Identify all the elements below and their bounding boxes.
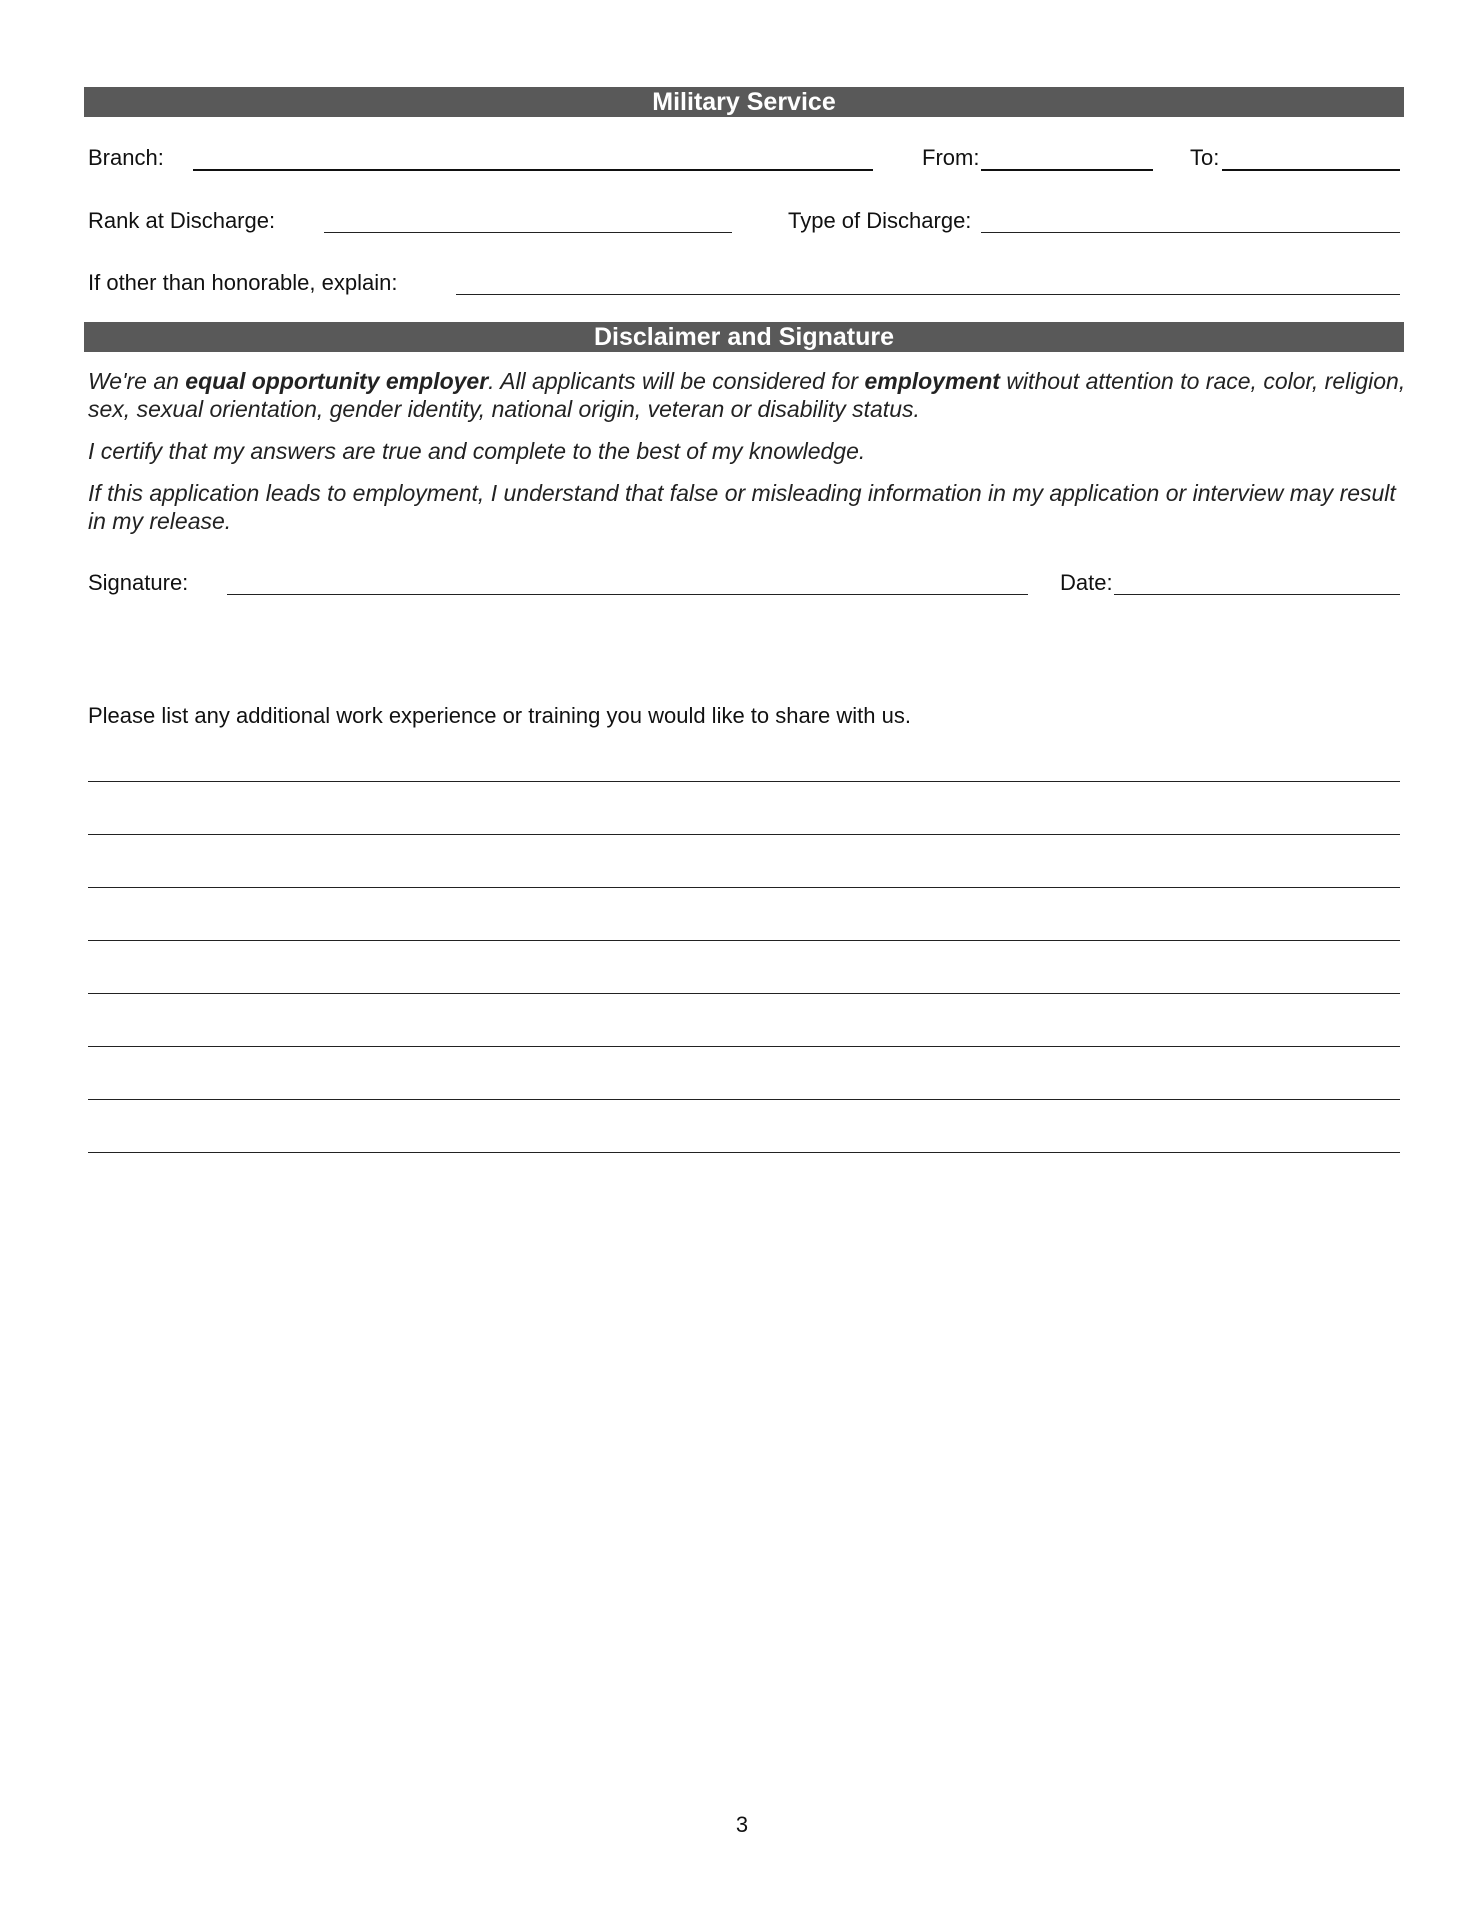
release-statement: If this application leads to employment, I understand that false or misleading information in my application or interview may result in my release. <box>88 480 1396 534</box>
certification-statement: I certify that my answers are true and complete to the best of my knowledge. <box>88 438 866 464</box>
explain-field[interactable] <box>456 294 1400 295</box>
additional-experience-line[interactable] <box>88 1152 1400 1153</box>
from-label: From: <box>922 145 980 170</box>
page-number: 3 <box>735 1812 749 1837</box>
signature-label: Signature: <box>88 570 189 595</box>
military-service-header: Military Service <box>84 87 1404 117</box>
signature-field[interactable] <box>227 594 1028 595</box>
additional-experience-line[interactable] <box>88 940 1400 941</box>
equal-opportunity-employer-emphasis: equal opportunity employer <box>185 368 489 394</box>
additional-experience-line[interactable] <box>88 1099 1400 1100</box>
employment-emphasis: employment <box>864 368 1000 394</box>
equal-opportunity-statement: We're an equal opportunity employer. All applicants will be considered for employment without attention to race, color, religion, sex, sexual orientation, gender identity, national origin, veteran or disability status. <box>88 368 1406 422</box>
additional-experience-line[interactable] <box>88 834 1400 835</box>
date-label: Date: <box>1060 570 1113 595</box>
type-of-discharge-field[interactable] <box>981 232 1400 233</box>
branch-field[interactable] <box>193 169 873 171</box>
additional-experience-line[interactable] <box>88 887 1400 888</box>
additional-experience-line[interactable] <box>88 1046 1400 1047</box>
type-of-discharge-label: Type of Discharge: <box>788 208 972 233</box>
to-label: To: <box>1190 145 1220 170</box>
additional-experience-line[interactable] <box>88 993 1400 994</box>
signature-date-field[interactable] <box>1114 594 1400 595</box>
branch-label: Branch: <box>88 145 164 170</box>
to-date-field[interactable] <box>1222 169 1400 171</box>
disclaimer-signature-header: Disclaimer and Signature <box>84 322 1404 352</box>
explain-label: If other than honorable, explain: <box>88 270 398 295</box>
additional-experience-line[interactable] <box>88 781 1400 782</box>
additional-experience-prompt: Please list any additional work experience or training you would like to share with us. <box>88 703 911 728</box>
from-date-field[interactable] <box>981 169 1153 171</box>
rank-at-discharge-field[interactable] <box>324 232 732 233</box>
rank-at-discharge-label: Rank at Discharge: <box>88 208 276 233</box>
